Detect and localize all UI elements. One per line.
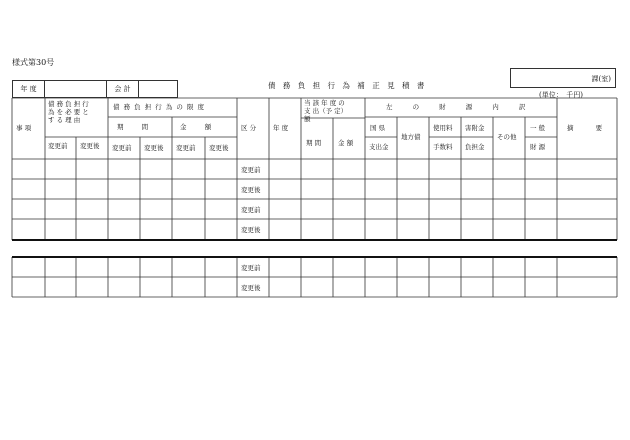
unit-label: (単位： 千円) xyxy=(539,91,583,99)
col-year: 年 度 xyxy=(273,124,289,132)
col-benef-2: 負担金 xyxy=(465,143,485,151)
department-label: 課(室) xyxy=(591,75,611,83)
col-general-1: 一 般 xyxy=(530,124,546,132)
account-label: 会 計 xyxy=(107,81,139,97)
year-label: 年 度 xyxy=(13,81,45,97)
col-funding-group: 左 の 財 源 内 訳 xyxy=(386,103,535,111)
row-label: 変更前 xyxy=(241,264,261,272)
col-usage-1: 使用料 xyxy=(433,124,453,132)
col-remarks: 摘 要 xyxy=(567,124,613,132)
col-national-2: 支出金 xyxy=(369,143,389,151)
col-benef-1: 害附金 xyxy=(465,124,485,132)
row-label: 変更後 xyxy=(241,284,261,292)
col-reason-3: す る 理 由 xyxy=(48,116,81,124)
col-reason-1: 債 務 負 担 行 xyxy=(48,100,89,108)
col-item: 事 項 xyxy=(16,124,32,132)
col-current-2: 支 出（予 定） xyxy=(304,107,348,115)
col-national-1: 国 県 xyxy=(370,124,386,132)
row-label: 変更前 xyxy=(241,166,261,174)
col-reason-2: 為 を 必 要 と xyxy=(48,108,89,116)
col-amount-after: 変更後 xyxy=(209,144,229,152)
col-general-2: 財 源 xyxy=(530,143,546,151)
col-other: その他 xyxy=(497,133,517,141)
col-local-bond: 地方債 xyxy=(401,133,421,141)
col-division: 区 分 xyxy=(241,124,257,132)
col-current-1: 当 該 年 度 の xyxy=(304,99,345,107)
col-period: 期 間 xyxy=(117,123,157,131)
col-amount-before: 変更前 xyxy=(176,144,196,152)
document-title: 債 務 負 担 行 為 補 正 見 積 書 xyxy=(268,81,427,90)
col-period-after: 変更後 xyxy=(144,144,164,152)
row-label: 変更後 xyxy=(241,186,261,194)
col-limit-group: 債 務 負 担 行 為 の 限 度 xyxy=(113,103,206,111)
col-reason-after: 変更後 xyxy=(80,142,100,150)
col-usage-2: 手数料 xyxy=(433,143,453,151)
row-label: 変更前 xyxy=(241,206,261,214)
col-cy-amount: 金 額 xyxy=(338,139,354,147)
row-label: 変更後 xyxy=(241,226,261,234)
col-reason-before: 変更前 xyxy=(48,142,68,150)
col-current-3: 額 xyxy=(304,115,311,123)
col-period-before: 変更前 xyxy=(112,144,132,152)
col-amount: 金 額 xyxy=(180,123,220,131)
form-number: 様式第30号 xyxy=(12,58,55,67)
col-cy-period: 期 間 xyxy=(306,139,322,147)
